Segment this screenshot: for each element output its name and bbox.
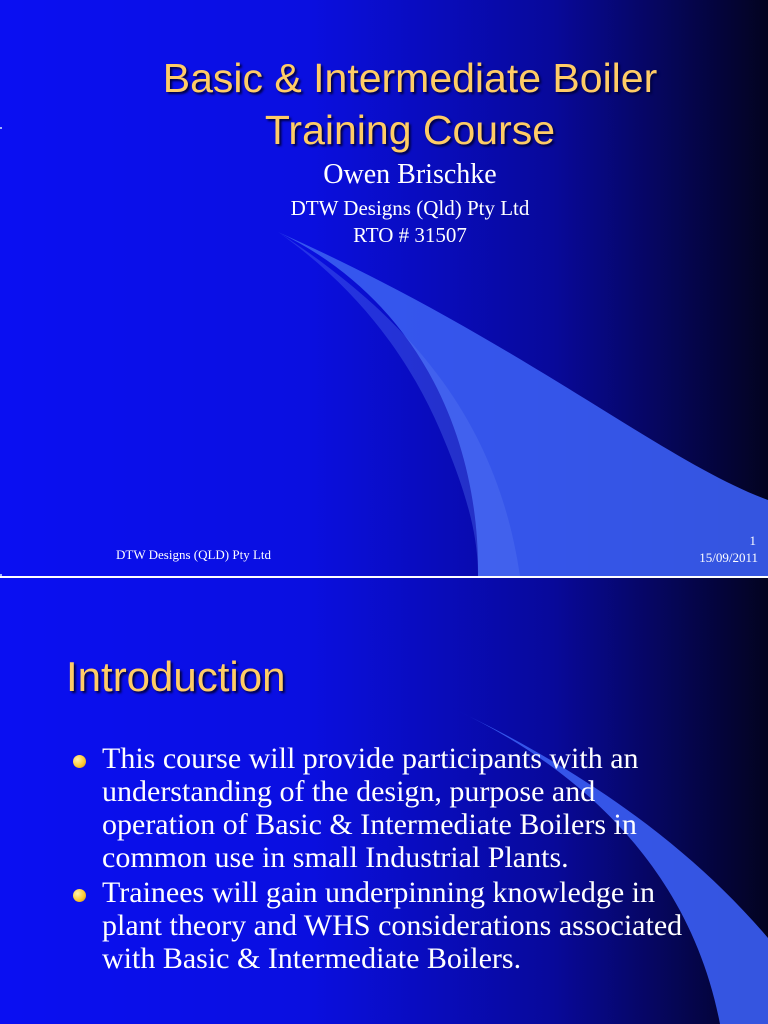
footer-company: DTW Designs (QLD) Pty Ltd <box>116 547 272 562</box>
company-name: DTW Designs (Qld) Pty Ltd <box>290 196 530 220</box>
bullet-dot-icon <box>73 889 86 902</box>
edge-mark <box>0 574 2 576</box>
bullet-text: This course will provide participants with an understanding of the design, purpose and operation of Basic & Intermediate Boilers in common use in small Industrial Plants. <box>102 742 639 874</box>
bullet-item <box>0 742 768 874</box>
slide-title <box>0 52 768 156</box>
author-name: Owen Brischke <box>323 159 497 190</box>
title-line-1: Basic & Intermediate Boiler <box>162 55 658 101</box>
introduction-slide <box>0 578 768 1024</box>
slide-number: 1 <box>749 533 756 548</box>
bullet-dot-icon <box>73 755 86 768</box>
bullet-list <box>0 742 768 977</box>
bullet-item <box>0 876 768 975</box>
rto-number: RTO # 31507 <box>353 223 467 247</box>
bullet-text: Trainees will gain underpinning knowledge in plant theory and WHS considerations associated with Basic & Intermediate Boilers. <box>102 876 683 975</box>
slide-heading: Introduction <box>66 653 286 700</box>
title-line-2: Training Course <box>264 107 556 153</box>
slide-date: 15/09/2011 <box>699 550 758 565</box>
